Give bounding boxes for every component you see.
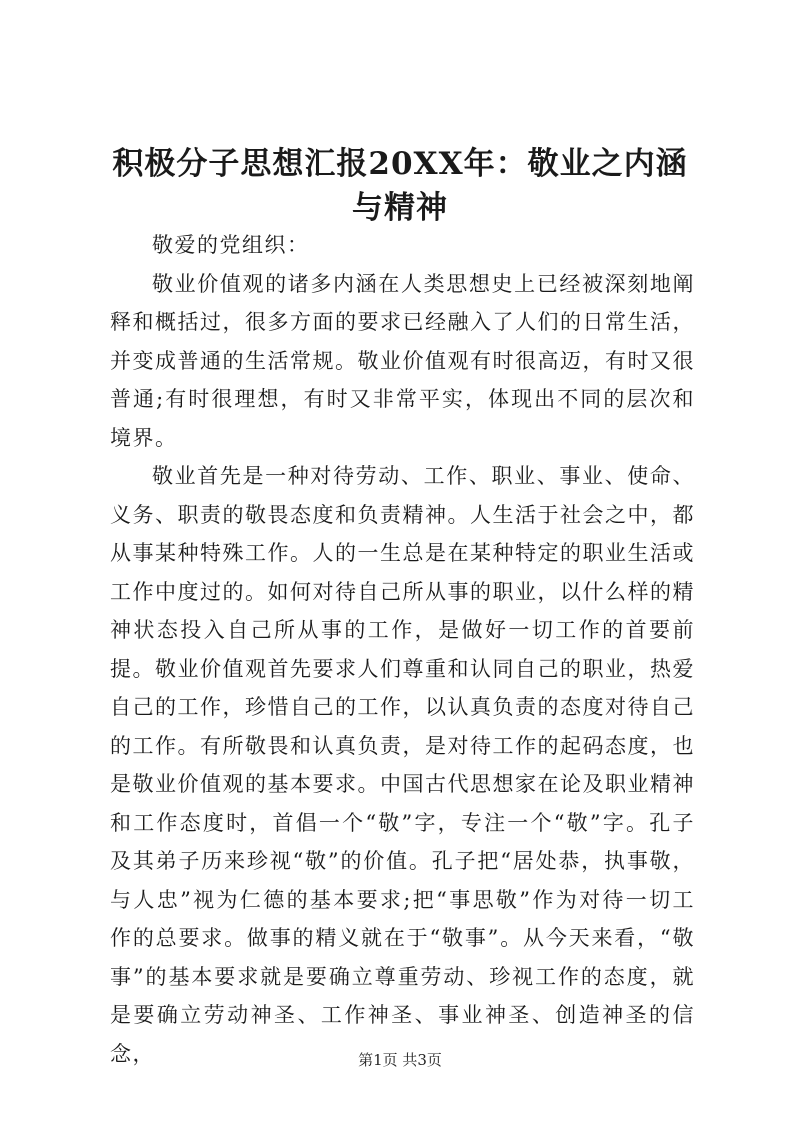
paragraph-1: 敬业价值观的诸多内涵在人类思想史上已经被深刻地阐释和概括过，很多方面的要求已经融入了人们的日常生活，并变成普通的生活常规。敬业价值观有时很高迈，有时又很普通;有时很理想，有时又非常平实，体现出不同的层次和境界。 xyxy=(110,271,695,450)
salutation: 敬爱的党组织： xyxy=(152,233,310,257)
paragraph-2: 敬业首先是一种对待劳动、工作、职业、事业、使命、义务、职责的敬畏态度和负责精神。人生活于社会之中，都从事某种特殊工作。人的一生总是在某种特定的职业生活或工作中度过的。如何对待自己所从事的职业，以什么样的精神状态投入自己所从事的工作，是做好一切工作的首要前提。敬业价值观首先要求人们尊重和认同自己的职业，热爱自己的工作，珍惜自己的工作，以认真负责的态度对待自己的工作。有所敬畏和认真负责，是对待工作的起码态度，也是敬业价值观的基本要求。中国古代思想家在论及职业精神和工作态度时，首倡一个“敬”字，专注一个“敬”字。孔子及其弟子历来珍视“敬”的价值。孔子把“居处恭，执事敬，与人忠”视为仁德的基本要求;把“事思敬”作为对待一切工作的总要求。做事的精义就在于“敬事”。从今天来看，“敬事”的基本要求就是要确立尊重劳动、珍视工作的态度，就是要确立劳动神圣、工作神圣、事业神圣、创造神圣的信念， xyxy=(110,464,695,1066)
page-footer: 第1页 共3页 xyxy=(358,1051,442,1069)
document-body xyxy=(110,226,695,1073)
document-title: 积极分子思想汇报20XX年：敬业之内涵与精神 xyxy=(112,146,688,226)
